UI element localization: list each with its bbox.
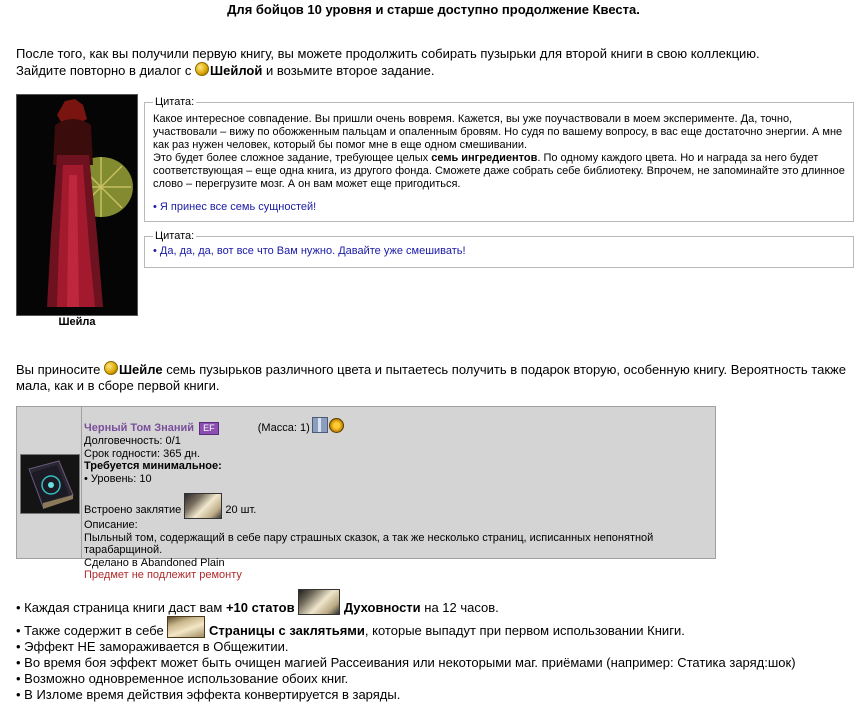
item-info: [84, 417, 715, 582]
page-title: Для бойцов 10 уровня и старше доступно продолжение Квеста.: [227, 2, 640, 17]
item-description-text: Пыльный том, содержащий в себе пару страшных сказок, а так же несколько страниц, исписанных непонятной тарабарщиной.: [84, 531, 654, 556]
npc-icon: [104, 361, 118, 375]
reward-paragraph-post: семь пузырьков различного цвета и пытаетесь получить в подарок вторую, особенную книгу. Вероятность также мала, как и в сборе первой книги.: [16, 362, 846, 393]
intro-line-2: [16, 62, 760, 79]
quote-box-1: [144, 96, 854, 222]
item-header: [84, 417, 715, 435]
intro-line-2-pre: Зайдите повторно в диалог с: [16, 63, 196, 78]
list-item-text-post: , которые выпадут при первом использовании Книги.: [364, 623, 685, 638]
list-item-text-post: на 12 часов.: [420, 600, 499, 615]
spell-scroll-icon[interactable]: [184, 493, 222, 519]
quote-1-text-a: Какое интересное совпадение. Вы пришли очень вовремя. Кажется, вы уже поучаствовали в моем эксперименте. Да, точно, участвовали – вижу по обожженным пальцам и опаленным бровям. Но судя по вашему вопросу, в вас еще достаточно энергии. А мне как раз нужен человек, который бы помог мне в еще одном смешивании.: [153, 113, 843, 151]
item-made-in: Сделано в Abandoned Plain: [84, 556, 225, 569]
quote-1-legend: Цитата:: [155, 96, 195, 108]
item-image-cell: [17, 407, 82, 558]
spell-pages-icon[interactable]: [167, 616, 205, 638]
quote-1-text-b-pre: Это будет более сложное задание, требующее целых: [153, 152, 432, 164]
list-item-bold: +10 статов: [225, 600, 295, 615]
quote-1-text-b-post: . По одному каждого цвета. Но и награда за него будет соответствующая – еще одна книга, из другого фонда. Сможете даже собрать себе библиотеку. Впрочем, не запоминайте это длинное слово – перегрузите мозг. А он вам может еще пригодиться.: [153, 152, 845, 190]
quote-2-legend: Цитата:: [155, 230, 195, 242]
quote-1-answer-link[interactable]: • Я принес все семь сущностей!: [153, 201, 317, 213]
npc-portrait-caption: Шейла: [58, 316, 96, 328]
list-item: [16, 616, 796, 639]
item-mass: (Масса: 1): [257, 422, 310, 434]
list-item: [16, 589, 796, 616]
item-requirements-header: Требуется минимальное:: [84, 460, 222, 472]
quote-box-2: [144, 230, 854, 268]
list-item: • Во время боя эффект может быть очищен магией Рассеивания или некоторыми маг. приёмами (например: Статика заряд:шок): [16, 655, 796, 670]
item-name[interactable]: Черный Том Знаний: [84, 422, 195, 434]
list-item-bold-2: Духовности: [343, 600, 421, 615]
ef-badge: EF: [199, 422, 219, 435]
item-description-label: Описание:: [84, 519, 138, 531]
item-embedded-spell: [84, 493, 715, 519]
spirituality-scroll-icon[interactable]: [298, 589, 340, 615]
intro-line-1: После того, как вы получили первую книгу, вы можете продолжить собирать пузырьки для второй книги в свою коллекцию.: [16, 46, 760, 61]
item-embedded-label: Встроено заклятие: [84, 504, 182, 516]
reward-paragraph: [16, 361, 856, 394]
item-embedded-count: 20 шт.: [225, 504, 257, 516]
npc-name-link[interactable]: Шейле: [118, 362, 163, 377]
list-item: • Возможно одновременное использование обоих книг.: [16, 671, 349, 686]
list-item: • Эффект НЕ замораживается в Общежитии.: [16, 639, 289, 654]
list-item-text: • Каждая страница книги даст вам: [16, 600, 226, 615]
item-requirement-level: • Уровень: 10: [84, 472, 152, 485]
gift-icon: [312, 417, 328, 433]
list-item-text: • Также содержит в себе: [16, 623, 168, 638]
npc-portrait-image: [17, 95, 137, 315]
item-expiry: Срок годности: 365 дн.: [84, 447, 201, 460]
item-card: [16, 406, 716, 581]
list-item: • В Изломе время действия эффекта конвертируется в заряды.: [16, 687, 401, 702]
quote-2-answer-link[interactable]: • Да, да, да, вот все что Вам нужно. Давайте уже смешивать!: [153, 245, 466, 257]
item-durability: Долговечность: 0/1: [84, 435, 181, 447]
npc-name-link[interactable]: Шейлой: [210, 63, 263, 78]
npc-icon: [195, 62, 209, 76]
coin-icon: [329, 418, 344, 433]
intro-line-2-post: и возьмите второе задание.: [262, 63, 435, 78]
effects-list: [16, 589, 796, 703]
list-item-bold: Страницы с заклятьями: [209, 623, 365, 638]
item-no-repair: Предмет не подлежит ремонту: [84, 569, 242, 581]
intro-text: [16, 46, 760, 79]
reward-paragraph-pre: Вы приносите: [16, 362, 104, 377]
book-icon[interactable]: [20, 454, 80, 514]
quote-1-text-b-bold: семь ингредиентов: [431, 152, 538, 164]
quote-1-text: [153, 113, 845, 191]
npc-portrait: [16, 94, 138, 316]
